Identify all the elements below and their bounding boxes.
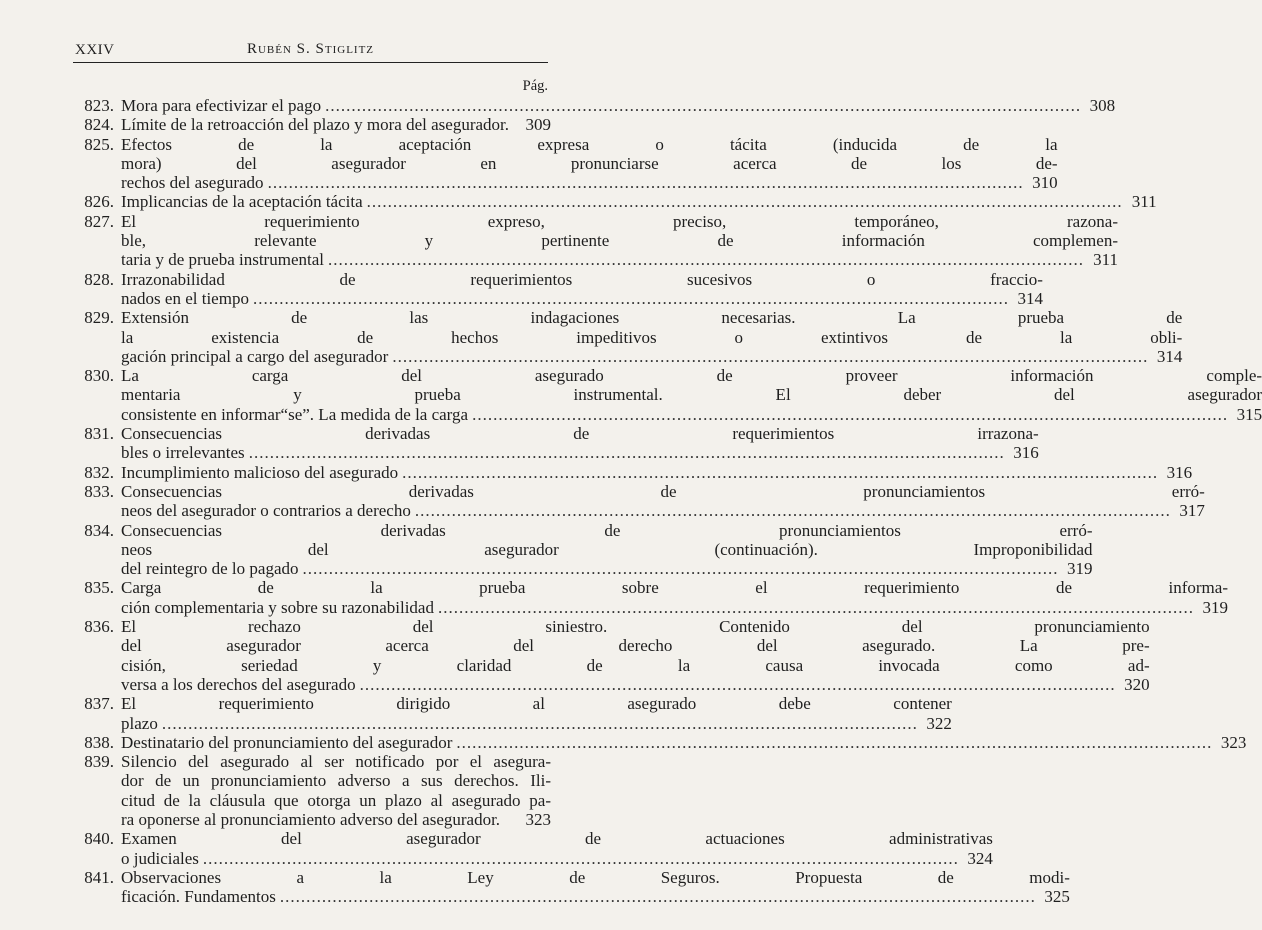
running-author: Rubén S. Stiglitz: [246, 41, 375, 57]
entry-title-line: El requerimiento dirigido al asegurado debe contener: [121, 694, 952, 714]
entry-title-line: taria y de prueba instrumental: [121, 250, 324, 270]
entry-page-number: 323: [525, 809, 551, 829]
entry-page-number: 309: [525, 115, 551, 135]
entry-title-line: nados en el tiempo: [121, 288, 249, 308]
toc-entry: [72, 481, 1205, 521]
entry-title-line: del asegurador acerca del derecho del asegurado. La pre-: [121, 636, 1150, 656]
entry-title: [121, 752, 551, 829]
toc-entry: [72, 424, 1039, 463]
entry-number: 835.: [84, 578, 114, 598]
entry-title-last-line: [121, 849, 993, 868]
toc-entry: [72, 308, 1183, 366]
entry-title: [121, 868, 1070, 907]
entry-title: [121, 829, 993, 868]
dot-leader: [203, 849, 959, 868]
entry-page-number: 308: [1089, 96, 1116, 115]
entry-page-number: 319: [1202, 597, 1228, 617]
entry-title: [121, 617, 1150, 694]
toc-entry: [72, 211, 1118, 270]
entry-title-line: gación principal a cargo del asegurador: [121, 346, 389, 366]
entry-title-line: Mora para efectivizar el pago: [121, 96, 322, 115]
entry-page-number: 319: [1067, 559, 1093, 579]
dot-leader: [472, 405, 1228, 424]
entry-number: 823.: [84, 96, 114, 115]
entry-title-line: dor de un pronunciamiento adverso a sus derechos. Ili-: [121, 771, 551, 791]
entry-title-last-line: [121, 289, 1043, 308]
dot-leader: [325, 96, 1081, 115]
entry-title-line: Implicancias de la aceptación tácita: [121, 192, 363, 212]
entry-number: 828.: [84, 269, 114, 289]
entry-number: 836.: [84, 617, 114, 637]
dot-leader: [367, 192, 1123, 211]
entry-title-last-line: [121, 675, 1150, 694]
entry-title: [121, 463, 1192, 482]
entry-page-number: 314: [1156, 346, 1183, 366]
dot-leader: [438, 598, 1194, 617]
entry-number: 826.: [84, 192, 114, 212]
toc-entry: [72, 366, 1262, 424]
entry-number: 830.: [84, 366, 114, 386]
entry-number: 837.: [84, 694, 114, 714]
entry-title-line: Observaciones a la Ley de Seguros. Propuesta de modi-: [121, 867, 1070, 887]
entry-title: [121, 733, 1246, 752]
entry-title: [121, 192, 1157, 211]
toc-entry: [72, 462, 1193, 482]
entry-title-last-line: [121, 443, 1039, 462]
entry-title-last-line: [121, 173, 1058, 192]
dot-leader: [253, 289, 1009, 308]
entry-title: [121, 366, 1262, 424]
entry-number: 834.: [84, 520, 114, 540]
entry-number: 827.: [84, 211, 114, 231]
entry-title: [121, 521, 1093, 579]
entry-title-line: Carga de la prueba sobre el requerimiento de informa-: [121, 578, 1228, 598]
entry-title-line: neos del asegurador o contrarios a derecho: [121, 501, 411, 521]
entry-title-line: Destinatario del pronunciamiento del asegurador: [121, 732, 453, 752]
entry-title-line: plazo: [121, 713, 158, 733]
toc-entry: [72, 269, 1043, 309]
entry-title-line: Consecuencias derivadas de pronunciamientos erró-: [121, 481, 1205, 501]
dot-leader: [456, 733, 1212, 752]
toc-entry: [72, 732, 1247, 752]
entry-title-line: Examen del asegurador de actuaciones administrativas: [121, 829, 993, 849]
entry-title-last-line: [121, 347, 1182, 366]
entry-title: [121, 270, 1043, 309]
dot-leader: [249, 443, 1005, 462]
toc-entry: [72, 829, 993, 868]
entry-title-last-line: [121, 192, 1157, 211]
entry-title-last-line: [121, 115, 551, 134]
entry-title: [121, 96, 1115, 115]
entry-title-last-line: [121, 598, 1228, 617]
entry-number: 838.: [84, 732, 114, 752]
entry-number: 825.: [84, 134, 114, 154]
entry-title-last-line: [121, 810, 551, 829]
entry-title: [121, 308, 1182, 366]
entry-title: [121, 482, 1205, 521]
entry-page-number: 320: [1124, 674, 1150, 694]
entry-title: [121, 694, 952, 733]
dot-leader: [328, 250, 1084, 269]
toc-entry: [72, 192, 1157, 212]
entry-title-last-line: [121, 714, 952, 733]
entry-number: 832.: [84, 462, 114, 482]
entry-title-line: Consecuencias derivadas de requerimientos irrazona-: [121, 424, 1039, 444]
entry-title-line: mora) del asegurador en pronunciarse acerca de los de-: [121, 153, 1058, 173]
entry-title-line: Incumplimiento malicioso del asegurado: [121, 462, 399, 482]
entry-page-number: 316: [1013, 443, 1039, 463]
entry-title-line: mentaria y prueba instrumental. El deber del asegurador: [121, 385, 1262, 405]
entry-title-line: Límite de la retroacción del plazo y mora del asegurador.: [121, 115, 510, 135]
entry-title-line: ficación. Fundamentos: [121, 887, 276, 907]
entry-title-line: Extensión de las indagaciones necesarias. La prueba de: [121, 308, 1183, 328]
toc-entry: [72, 578, 1228, 617]
entry-page-number: 322: [926, 713, 952, 733]
entry-page-number: 325: [1044, 887, 1070, 907]
entry-title-line: del reintegro de lo pagado: [121, 559, 299, 579]
entry-title-line: ción complementaria y sobre su razonabilidad: [121, 597, 434, 617]
entry-title-line: consistente en informar“se”. La medida de la carga: [121, 404, 469, 424]
entry-number: 833.: [84, 481, 114, 501]
entry-title-last-line: [121, 96, 1115, 115]
toc-entry: [72, 115, 551, 134]
entry-page-number: 323: [1220, 732, 1247, 752]
entry-title-line: El rechazo del siniestro. Contenido del pronunciamiento: [121, 617, 1150, 637]
dot-leader: [402, 463, 1158, 482]
entry-number: 829.: [84, 308, 114, 328]
entry-title-last-line: [121, 463, 1192, 482]
entry-page-number: 310: [1032, 173, 1058, 193]
entry-title-last-line: [121, 501, 1205, 520]
entry-title-line: Efectos de la aceptación expresa o tácita (inducida de la: [121, 134, 1058, 154]
entry-title-line: El requerimiento expreso, preciso, temporáneo, razona-: [121, 211, 1118, 231]
page-number: XXIV: [75, 42, 115, 58]
entry-title-line: citud de la cláusula que otorga un plazo al asegurado pa-: [121, 790, 551, 810]
entry-title-line: La carga del asegurado de proveer información comple-: [121, 366, 1262, 386]
entry-title-line: cisión, seriedad y claridad de la causa invocada como ad-: [121, 655, 1150, 675]
page-column-header: Pág.: [522, 78, 548, 94]
entry-title-line: bles o irrelevantes: [121, 443, 245, 463]
entry-title-line: la existencia de hechos impeditivos o extintivos de la obli-: [121, 327, 1183, 347]
entry-title: [121, 578, 1228, 617]
entry-number: 840.: [84, 829, 114, 849]
toc-entry: [72, 694, 952, 733]
toc-entry: [72, 752, 551, 829]
entry-title-last-line: [121, 887, 1070, 906]
dot-leader: [162, 714, 918, 733]
entry-page-number: 317: [1179, 501, 1205, 521]
entry-page-number: 311: [1093, 250, 1118, 270]
entry-title-line: Irrazonabilidad de requerimientos sucesivos o fraccio-: [121, 269, 1043, 289]
toc-entry: [72, 867, 1070, 907]
entry-number: 839.: [84, 752, 114, 772]
entry-title: [121, 424, 1039, 463]
entry-title-last-line: [121, 733, 1246, 752]
dot-leader: [303, 559, 1059, 578]
entry-page-number: 315: [1236, 404, 1262, 424]
entry-title-line: versa a los derechos del asegurado: [121, 674, 356, 694]
table-of-contents: [72, 96, 1262, 907]
entry-title-line: ble, relevante y pertinente de información complemen-: [121, 231, 1118, 251]
entry-page-number: 324: [967, 848, 993, 868]
dot-leader: [415, 501, 1171, 520]
entry-title: [121, 115, 551, 134]
entry-title: [121, 212, 1118, 270]
entry-number: 824.: [84, 115, 114, 135]
entry-title-line: Silencio del asegurado al ser notificado por el asegura-: [121, 752, 551, 772]
entry-title-line: rechos del asegurado: [121, 173, 264, 193]
running-header: [73, 36, 548, 63]
entry-title-last-line: [121, 405, 1262, 424]
toc-entry: [72, 134, 1058, 193]
toc-entry: [72, 96, 1116, 115]
entry-title: [121, 135, 1058, 193]
entry-title-line: o judiciales: [121, 848, 199, 868]
toc-entry: [72, 520, 1093, 579]
entry-number: 841.: [84, 867, 114, 887]
dot-leader: [360, 675, 1116, 694]
dot-leader: [280, 887, 1036, 906]
entry-title-line: ra oponerse al pronunciamiento adverso del asegurador.: [121, 809, 501, 829]
entry-title-last-line: [121, 250, 1118, 269]
entry-page-number: 314: [1017, 288, 1043, 308]
entry-number: 831.: [84, 424, 114, 444]
entry-title-line: Consecuencias derivadas de pronunciamientos erró-: [121, 520, 1093, 540]
dot-leader: [392, 347, 1148, 366]
dot-leader: [268, 173, 1024, 192]
entry-page-number: 311: [1131, 192, 1157, 212]
entry-title-line: neos del asegurador (continuación). Improponibilidad: [121, 539, 1093, 559]
toc-entry: [72, 617, 1150, 694]
entry-title-last-line: [121, 559, 1093, 578]
entry-page-number: 316: [1166, 462, 1193, 482]
